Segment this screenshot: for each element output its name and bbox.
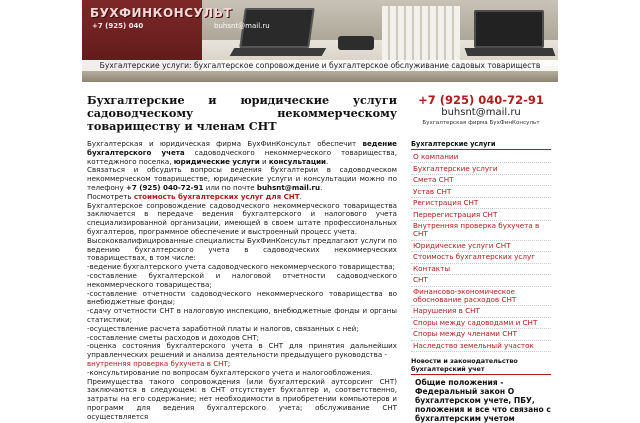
sidebar-item-pricing[interactable]: Стоимость бухгалтерских услуг xyxy=(411,252,551,263)
header-tagline: Бухгалтерские услуги: бухгалтерское сопровождение и бухгалтерское обслуживание садовых товариществ xyxy=(82,60,558,71)
text-span: ; xyxy=(227,358,231,368)
service-item: -оценка состояния бухгалтерского учета в СНТ для принятия дальнейших управленческих решений и анализа деятельности предыдущего руководства - xyxy=(87,341,397,360)
bold-text: ведение бухгалтерского учета xyxy=(87,139,397,157)
binders-image xyxy=(382,6,460,66)
sidebar-item-charter[interactable]: Устав СНТ xyxy=(411,186,551,197)
sidebar-item-contacts[interactable]: Контакты xyxy=(411,264,551,275)
text-span: Посмотреть xyxy=(87,191,134,201)
contact-email[interactable]: buhsnt@mail.ru xyxy=(256,182,321,192)
sidebar-item-violations[interactable]: Нарушения в СНТ xyxy=(411,306,551,317)
sidebar-item-disputes-members[interactable]: Споры между членами СНТ xyxy=(411,329,551,340)
advantages-paragraph: Преимущества такого сопровождения (или бухгалтерский аутсорсинг СНТ) заключаются в следующем: в СНТ отсутствует бухгалтер и, соответственно, затраты на его содержание; нет необходимости в приобретении компьютеров и программ для ведения бухгалтерского учета; обслуживание СНТ осуществляется xyxy=(87,376,397,421)
text-span: . xyxy=(320,182,323,192)
bold-text: юридические услуги xyxy=(173,156,260,166)
telephone-image xyxy=(338,36,374,50)
service-item: -консультирование по вопросам бухгалтерского учета и налогообложения. xyxy=(87,367,373,377)
service-item: -составление отчетности садоводческого некоммерческого товарищества во внебюджетные фонды; xyxy=(87,288,397,307)
article-body xyxy=(87,140,397,422)
service-item: -ведение бухгалтерского учета садоводческого некоммерческого товарищества; xyxy=(87,262,395,272)
sidebar-item-accounting-services[interactable]: Бухгалтерские услуги xyxy=(411,163,551,174)
site-logo[interactable]: БУХФИНКОНСУЛЬТ xyxy=(90,6,233,20)
sidebar-item-internal-audit[interactable]: Внутренняя проверка бухучета в СНТ xyxy=(411,221,551,241)
text-span: Связаться и обсудить вопросы ведения бухгалтерии в садоводческом некоммерческом товариществе, юридические услуги и консультации можно по телефону xyxy=(87,165,397,192)
sidebar-firm-name: Бухгалтерская фирма БухФинКонсульт xyxy=(422,120,540,126)
text-span: или по почте xyxy=(203,182,257,192)
laptop-base-image xyxy=(230,48,327,56)
sidebar-item-financial-justification[interactable]: Финансово-экономическое обоснование расходов СНТ xyxy=(411,287,551,307)
sidebar-menu xyxy=(411,152,551,352)
sidebar-item-legal-services[interactable]: Юридические услуги СНТ xyxy=(411,241,551,252)
laptop-image xyxy=(474,10,544,48)
sidebar-email[interactable]: buhsnt@mail.ru xyxy=(441,107,521,118)
banner-bottom-strip xyxy=(82,71,558,82)
news-item[interactable]: Общие положения - Федеральный закон О бухгалтерском учете, ПБУ, положения и все что связано с бухгалтерским учетом xyxy=(415,378,551,423)
main-content xyxy=(87,94,397,422)
laptop-base-image xyxy=(465,48,556,56)
sidebar-section-title: Бухгалтерские услуги xyxy=(411,140,551,150)
header-phone: +7 (925) 040 xyxy=(92,22,144,30)
sidebar-item-budget[interactable]: Смета СНТ xyxy=(411,175,551,186)
text-span: . xyxy=(299,191,302,201)
services-intro: Высококвалифицированные специалисты БухФинКонсульт предлагают услуги по ведению бухгалтерского учета в садоводческих некоммерческих товариществах, в том числе: xyxy=(87,235,397,263)
header-email[interactable]: buhsnt@mail.ru xyxy=(214,22,270,30)
page-title: Бухгалтерские и юридические услуги садоводческому некоммерческому товариществу и членам СНТ xyxy=(87,93,397,133)
intro-paragraph xyxy=(87,140,397,166)
sidebar xyxy=(411,94,551,423)
sidebar-phone: +7 (925) 040-72-91 xyxy=(418,93,544,107)
outsourcing-paragraph: Бухгалтерское сопровождение садоводческого некоммерческого товарищества заключается в передаче ведения бухгалтерского и налогового учета специализированной организации, имеющей в своем штате профессиональных бухгалтеров, программное обеспечение и выстроенный процесс учета. xyxy=(87,200,397,236)
text-span: . xyxy=(326,156,329,166)
service-item: -сдачу отчетности СНТ в налоговую инспекцию, внебюджетные фонды и органы статистики; xyxy=(87,306,397,324)
sidebar-item-about[interactable]: О компании xyxy=(411,152,551,163)
bold-text: консультации xyxy=(268,156,327,166)
service-item: -составление бухгалтерской и налоговой отчетности садоводческого некоммерческого товарищества; xyxy=(87,270,397,289)
sidebar-item-disputes-gardeners[interactable]: Споры между садоводами и СНТ xyxy=(411,318,551,329)
sidebar-item-inheritance[interactable]: Наследство земельный участок xyxy=(411,341,551,352)
service-item: -осуществление расчета заработной платы и налогов, связанных с ней; xyxy=(87,323,359,333)
text-span: садоводческого некоммерческого товарищества, коттеджного поселка, xyxy=(87,147,397,166)
sidebar-item-registration[interactable]: Регистрация СНТ xyxy=(411,198,551,209)
contact-phone: +7 (925) 040-72-91 xyxy=(125,182,204,192)
text-span: Бухгалтерская и юридическая фирма БухФинКонсульт обеспечит xyxy=(87,139,363,148)
internal-audit-link[interactable]: внутренняя проверка бухучета в СНТ xyxy=(87,358,228,368)
service-item: -составление сметы расходов и доходов СНТ; xyxy=(87,332,260,342)
news-section-title: Новости и законодательство бухгалтерский учет xyxy=(411,358,551,375)
contact-paragraph xyxy=(87,166,397,192)
sidebar-item-reregistration[interactable]: Перерегистрация СНТ xyxy=(411,209,551,220)
text-span: и xyxy=(259,156,269,166)
sidebar-item-snt[interactable]: СНТ xyxy=(411,275,551,286)
price-link[interactable]: стоимость бухгалтерских услуг для СНТ xyxy=(133,191,300,201)
